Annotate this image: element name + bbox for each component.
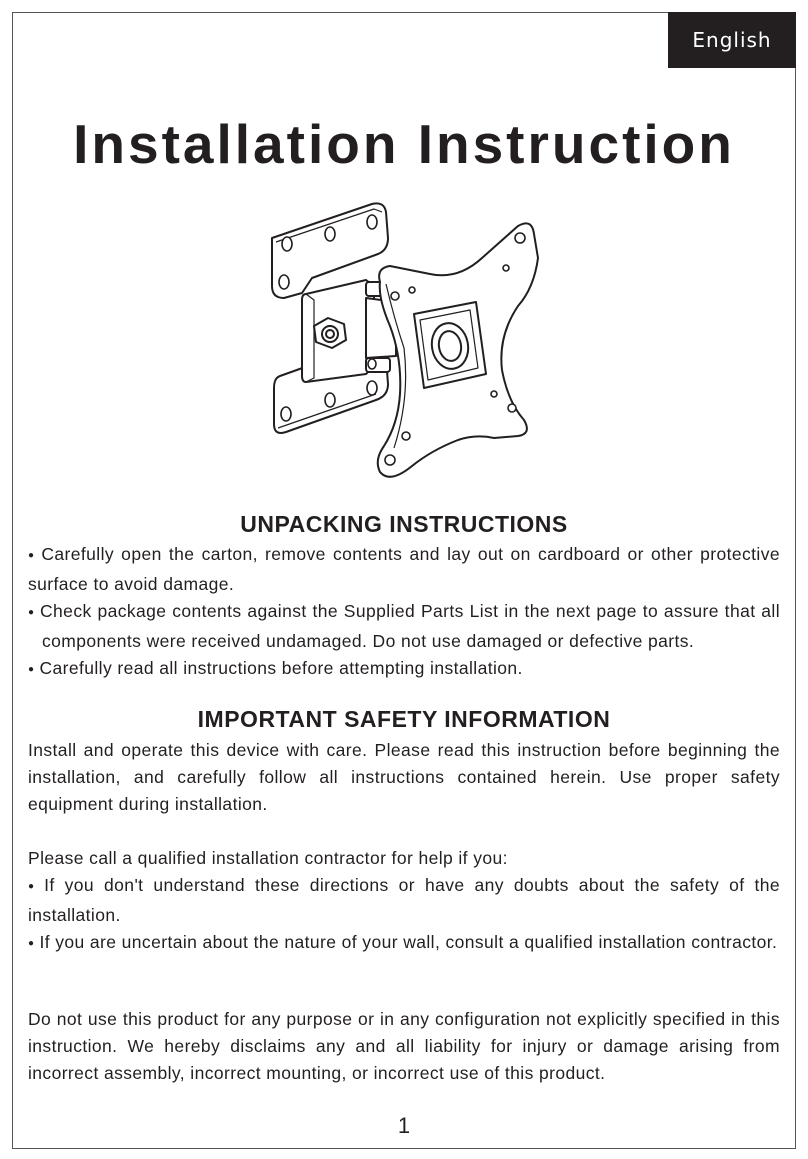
list-item: ● Check package contents against the Supplied Parts List in the next page to assure that all components were received undamaged. Do not use damaged or defective parts. — [28, 601, 780, 651]
list-item: ● Carefully open the carton, remove contents and lay out on cardboard or other protective surface to avoid damage. — [28, 544, 780, 594]
page-number: 1 — [397, 1113, 411, 1138]
disclaimer — [28, 1006, 780, 1087]
language-tab: English — [668, 12, 796, 68]
list-item: ● If you are uncertain about the nature of your wall, consult a qualified installation contractor. — [28, 932, 778, 952]
wall-mount-bracket-illustration — [262, 198, 547, 490]
page-title: Installation Instruction — [73, 113, 735, 175]
contractor-section — [28, 845, 780, 959]
list-item: ● If you don't understand these directions or have any doubts about the safety of the installation. — [28, 875, 780, 925]
bullet-icon: ● — [28, 881, 40, 892]
bullet-icon: ● — [28, 550, 37, 561]
list-item: ● Carefully read all instructions before attempting installation. — [28, 658, 523, 678]
disclaimer-text: Do not use this product for any purpose or in any configuration not explicitly specified in this instruction. We hereby disclaims any and all liability for injury or damage arising from incorrect assembly, incorrect mounting, or incorrect use of this product. — [28, 1009, 780, 1083]
safety-intro — [28, 737, 780, 818]
unpacking-list — [28, 541, 780, 685]
bullet-icon: ● — [28, 664, 35, 675]
bullet-icon: ● — [28, 607, 36, 618]
unpacking-heading: UNPACKING INSTRUCTIONS — [240, 511, 568, 537]
safety-heading: IMPORTANT SAFETY INFORMATION — [197, 706, 611, 732]
contractor-lead: Please call a qualified installation contractor for help if you: — [28, 848, 508, 868]
safety-intro-text: Install and operate this device with care. Please read this instruction before beginning the installation, and carefully follow all instructions contained herein. Use proper safety equipment during installation. — [28, 740, 780, 814]
bullet-icon: ● — [28, 938, 35, 949]
